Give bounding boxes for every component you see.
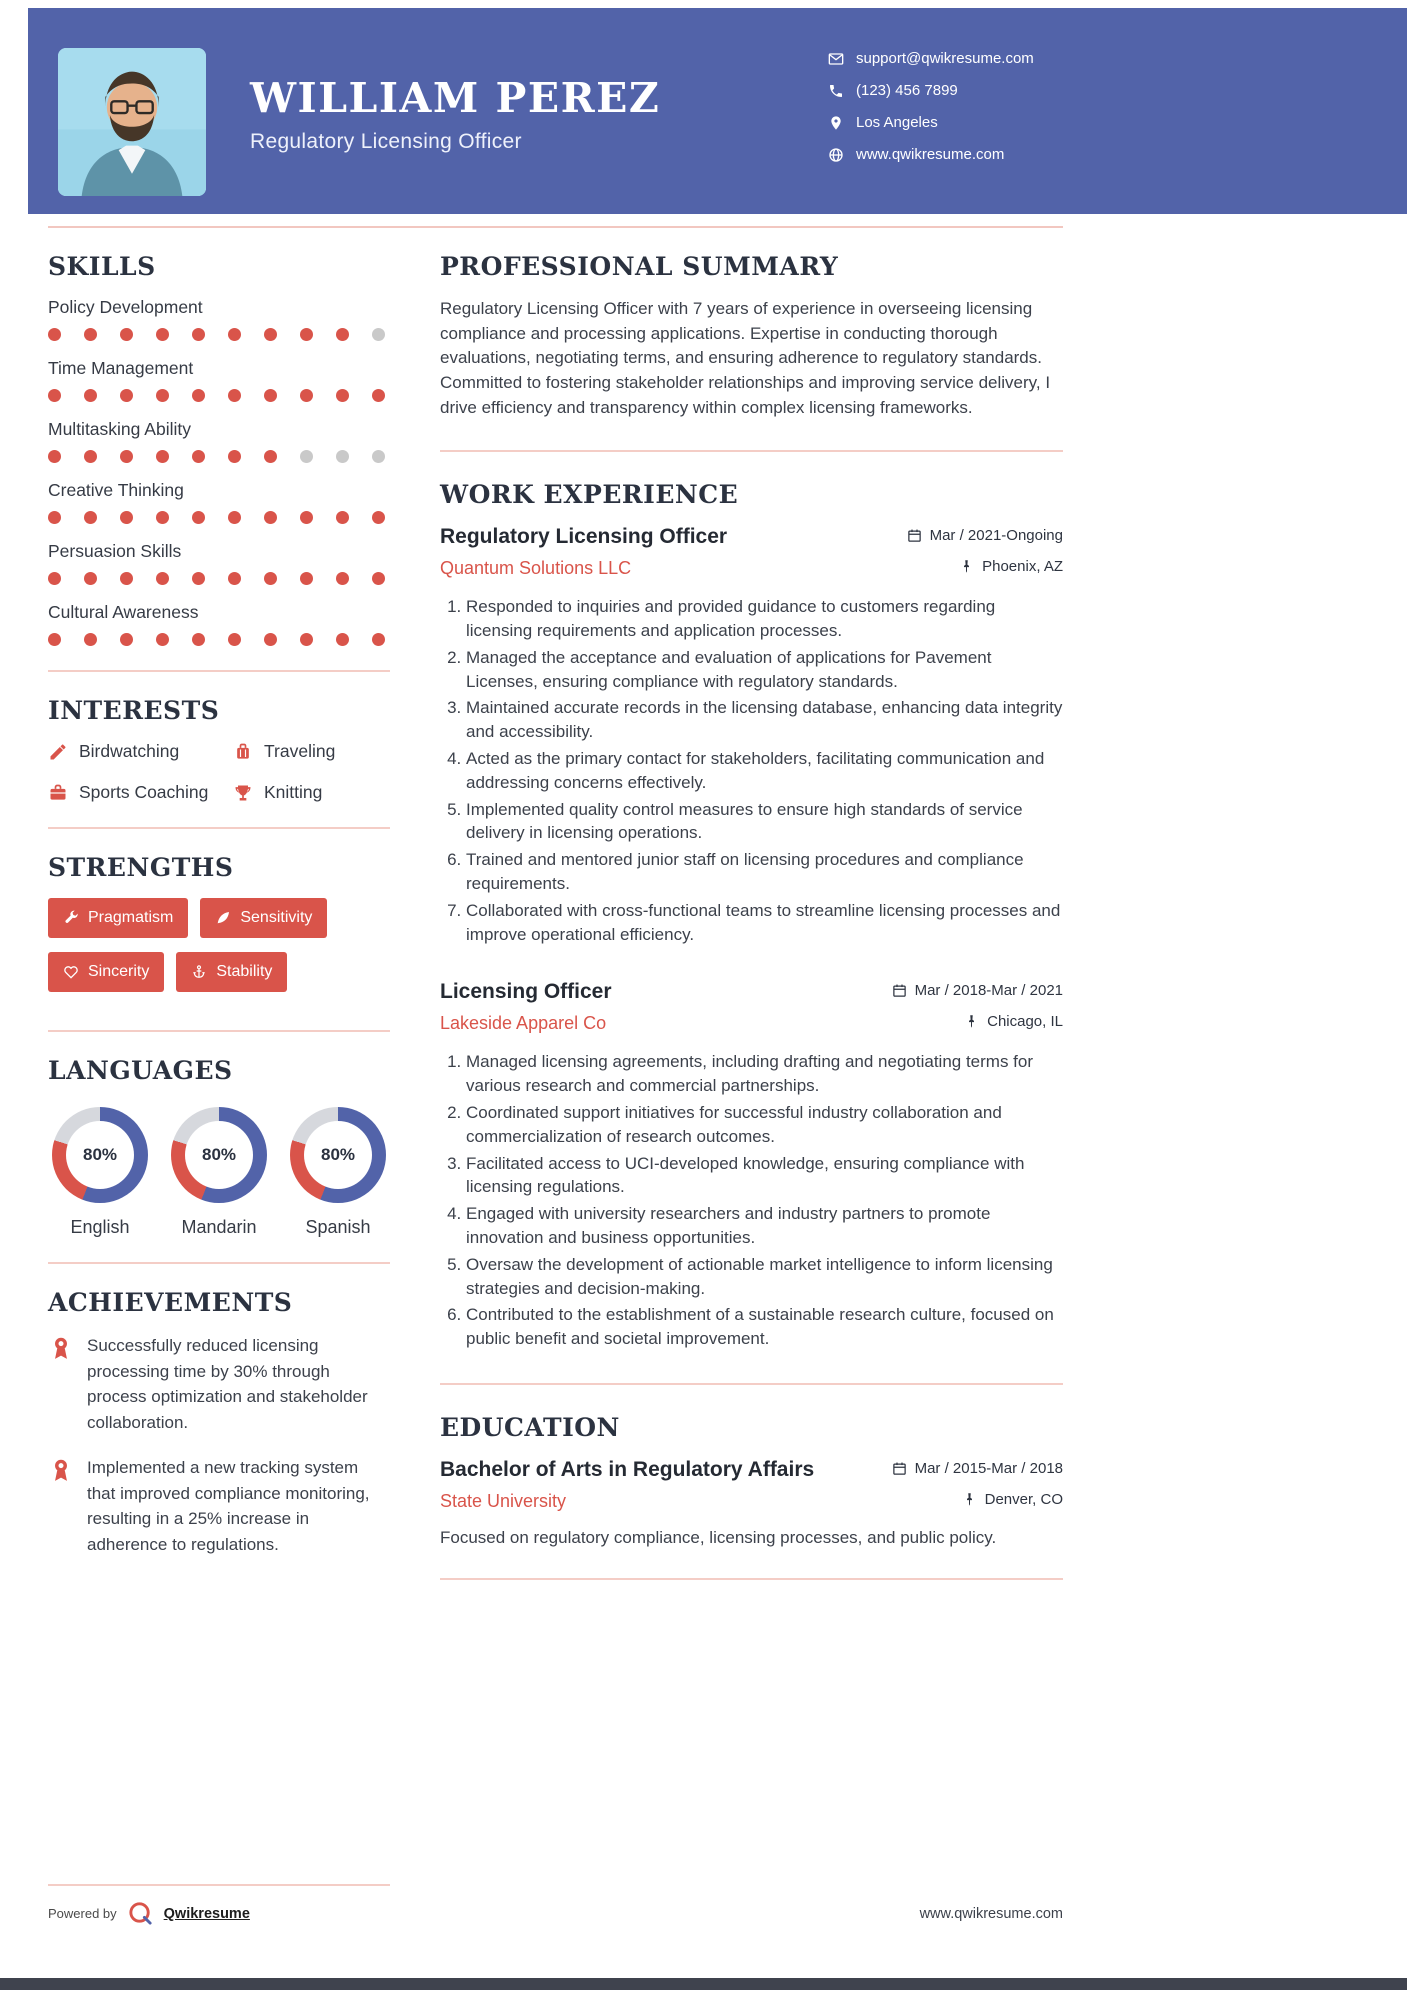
skill-dot (84, 389, 97, 402)
interest-item (48, 741, 233, 762)
job-bullet: 1. Responded to inquiries and provided guidance to customers regarding licensing requirements and application processes. (466, 595, 1063, 643)
skill-dot (228, 572, 241, 585)
contact-email-text: support@qwikresume.com (856, 50, 1034, 67)
skill-item (48, 358, 390, 402)
job-bullet: 3. Maintained accurate records in the licensing database, enhancing data integrity and accessibility. (466, 696, 1063, 744)
language-name: Mandarin (181, 1217, 257, 1237)
achievement-item (48, 1455, 390, 1557)
job-location-text: Chicago, IL (987, 1013, 1063, 1031)
interest-label: Knitting (264, 782, 323, 802)
skill-dot (48, 450, 61, 463)
skill-dot (300, 389, 313, 402)
skill-dot (48, 328, 61, 341)
skill-dot (300, 633, 313, 646)
skill-dot (84, 511, 97, 524)
skill-dot (336, 572, 349, 585)
skill-rating (48, 389, 390, 402)
skill-dot (192, 328, 205, 341)
skill-dot (336, 328, 349, 341)
calendar-icon (892, 983, 907, 998)
strength-tag (200, 898, 327, 938)
education-degree: Bachelor of Arts in Regulatory Affairs (440, 1457, 815, 1481)
education-location-text: Denver, CO (984, 1490, 1063, 1508)
pencil-icon (48, 742, 68, 762)
profile-photo (58, 48, 206, 196)
language-percent: 80% (320, 1145, 356, 1164)
job-bullet: 5. Oversaw the development of actionable market intelligence to inform licensing strategies and decision-making. (466, 1253, 1063, 1301)
heart-icon (63, 964, 79, 980)
education-note: Focused on regulatory compliance, licensing processes, and public policy. (440, 1527, 997, 1547)
skill-dot (192, 633, 205, 646)
skill-dot (192, 572, 205, 585)
skill-dot (192, 511, 205, 524)
skills-heading: SKILLS (48, 252, 156, 281)
phone-icon (828, 83, 844, 99)
skill-dot (156, 633, 169, 646)
language-percent: 80% (201, 1145, 237, 1164)
footer-divider (48, 1884, 390, 1886)
achievements-list (48, 1333, 390, 1557)
skill-dot (264, 511, 277, 524)
skill-rating (48, 450, 390, 463)
language-donut-chart (171, 1107, 267, 1203)
job-bullet: 3. Facilitated access to UCI-developed knowledge, ensuring compliance with licensing regulations. (466, 1152, 1063, 1200)
skill-item (48, 297, 390, 341)
language-name: Spanish (305, 1217, 371, 1237)
skill-item (48, 541, 390, 585)
leaf-icon (215, 910, 231, 926)
skill-dot (336, 450, 349, 463)
skill-dot (372, 450, 385, 463)
education-location (962, 1491, 1063, 1508)
strength-label: Stability (216, 963, 273, 980)
skill-dot (48, 633, 61, 646)
contact-location (828, 114, 1034, 131)
skill-dot (156, 572, 169, 585)
footer-site-url: www.qwikresume.com (919, 1905, 1063, 1922)
interest-label: Traveling (264, 741, 336, 761)
skill-rating (48, 572, 390, 585)
job-title: Regulatory Licensing Officer (440, 525, 728, 549)
interests-list (48, 741, 390, 803)
skill-item (48, 419, 390, 463)
skill-dot (192, 389, 205, 402)
pushpin-icon (959, 559, 974, 574)
calendar-icon (892, 1461, 907, 1476)
education-date (892, 1460, 1063, 1477)
strength-tag (176, 952, 287, 992)
left-column (48, 252, 390, 1580)
skill-dot (192, 450, 205, 463)
language-donut-chart (52, 1107, 148, 1203)
skill-dot (372, 633, 385, 646)
award-icon (48, 1457, 74, 1483)
job-location (964, 1013, 1063, 1030)
skill-dot (372, 572, 385, 585)
person-title: Regulatory Licensing Officer (250, 130, 522, 153)
skill-dot (84, 328, 97, 341)
job-date-text: Mar / 2021-Ongoing (929, 527, 1063, 545)
language-name: English (70, 1217, 130, 1237)
skill-rating (48, 633, 390, 646)
skill-dot (120, 572, 133, 585)
right-column (440, 252, 1063, 1580)
contact-phone-text: (123) 456 7899 (856, 82, 958, 99)
languages-list (48, 1101, 390, 1238)
job-bullet: 6. Trained and mentored junior staff on licensing procedures and compliance requirements. (466, 848, 1063, 896)
skill-dot (120, 389, 133, 402)
education-school: State University (440, 1490, 567, 1511)
skill-dot (84, 572, 97, 585)
contact-email[interactable] (828, 50, 1034, 67)
job-bullet: 1. Managed licensing agreements, including drafting and negotiating terms for various research and commercial partnerships. (466, 1050, 1063, 1098)
skill-dot (228, 511, 241, 524)
job-bullet-list (440, 595, 1063, 946)
skill-name: Creative Thinking (48, 480, 184, 500)
trophy-icon (233, 783, 253, 803)
profile-photo-illustration (58, 48, 206, 196)
job-date (907, 527, 1063, 544)
strengths-heading: STRENGTHS (48, 853, 234, 882)
job-bullet: 2. Coordinated support initiatives for successful industry collaboration and commercialization of research outcomes. (466, 1101, 1063, 1149)
contact-website[interactable] (828, 146, 1034, 163)
skill-dot (120, 328, 133, 341)
skill-dot (156, 389, 169, 402)
contact-list (828, 50, 1034, 163)
luggage-icon (233, 742, 253, 762)
achievement-text: Implemented a new tracking system that improved compliance monitoring, resulting in a 25% increase in adherence to regulations. (87, 1458, 370, 1554)
section-divider (48, 670, 390, 672)
skill-name: Time Management (48, 358, 194, 378)
job-bullet-list (440, 1050, 1063, 1351)
bottom-bar (0, 1978, 1407, 1990)
job-location-text: Phoenix, AZ (982, 558, 1063, 576)
anchor-icon (191, 964, 207, 980)
interest-item (233, 741, 390, 762)
briefcase-icon (48, 783, 68, 803)
skill-dot (48, 511, 61, 524)
skill-dot (84, 450, 97, 463)
language-percent: 80% (82, 1145, 118, 1164)
education-entry (440, 1458, 1063, 1548)
interest-label: Sports Coaching (79, 782, 209, 802)
job-location (959, 558, 1063, 575)
skill-dot (48, 389, 61, 402)
skill-name: Persuasion Skills (48, 541, 182, 561)
interest-item (233, 782, 390, 803)
skill-dot (300, 572, 313, 585)
job-company: Quantum Solutions LLC (440, 558, 632, 579)
skill-dot (300, 328, 313, 341)
award-icon (48, 1335, 74, 1361)
skill-dot (228, 389, 241, 402)
summary-heading: PROFESSIONAL SUMMARY (440, 252, 839, 281)
job-bullet: 7. Collaborated with cross-functional teams to streamline licensing processes and improve operational efficiency. (466, 899, 1063, 947)
skill-dot (300, 450, 313, 463)
language-item (288, 1107, 388, 1238)
education-heading: EDUCATION (440, 1412, 620, 1442)
calendar-icon (907, 528, 922, 543)
interest-label: Birdwatching (79, 741, 180, 761)
skill-dot (264, 328, 277, 341)
job-bullet: 5. Implemented quality control measures to ensure high standards of service delivery in licensing operations. (466, 798, 1063, 846)
footer (48, 1900, 1063, 1927)
skill-dot (228, 633, 241, 646)
job-date-text: Mar / 2018-Mar / 2021 (914, 982, 1063, 1000)
contact-phone (828, 82, 1034, 99)
skill-dot (372, 389, 385, 402)
skills-list (48, 297, 390, 646)
interests-heading: INTERESTS (48, 696, 220, 725)
achievements-heading: ACHIEVEMENTS (48, 1288, 293, 1317)
skill-dot (84, 633, 97, 646)
strengths-list (48, 898, 390, 1006)
skill-name: Multitasking Ability (48, 419, 191, 439)
skill-dot (264, 389, 277, 402)
skill-dot (264, 633, 277, 646)
pushpin-icon (964, 1014, 979, 1029)
contact-website-text: www.qwikresume.com (856, 146, 1005, 163)
skill-dot (228, 450, 241, 463)
skill-dot (336, 633, 349, 646)
job-entry (440, 980, 1063, 1351)
languages-heading: LANGUAGES (48, 1056, 233, 1085)
skill-dot (120, 450, 133, 463)
job-bullet: 4. Acted as the primary contact for stakeholders, facilitating communication and addressing concerns effectively. (466, 747, 1063, 795)
language-item (50, 1107, 150, 1238)
section-divider (440, 1383, 1063, 1385)
person-name: WILLIAM PEREZ (250, 74, 661, 122)
section-divider (48, 1030, 390, 1032)
section-divider (48, 1262, 390, 1264)
skill-dot (336, 389, 349, 402)
skill-dot (156, 328, 169, 341)
education-date-text: Mar / 2015-Mar / 2018 (914, 1459, 1063, 1477)
job-bullet: 4. Engaged with university researchers and industry partners to promote innovation and business opportunities. (466, 1202, 1063, 1250)
language-item (169, 1107, 269, 1238)
section-divider (48, 827, 390, 829)
skill-rating (48, 328, 390, 341)
strength-label: Sensitivity (240, 909, 313, 926)
pushpin-icon (962, 1492, 977, 1507)
contact-location-text: Los Angeles (856, 114, 938, 131)
wrench-icon (63, 910, 79, 926)
summary-text: Regulatory Licensing Officer with 7 years of experience in overseeing licensing compliance and processing applications. Expertise in conducting thorough evaluations, negotiating terms, and ensuring adherence to regulatory standards. Committed to fostering stakeholder relationships and improving service delivery, I drive efficiency and transparency within complex licensing frameworks. (440, 299, 1051, 417)
achievement-item (48, 1333, 390, 1435)
job-company: Lakeside Apparel Co (440, 1013, 607, 1034)
skill-dot (156, 511, 169, 524)
skill-dot (264, 450, 277, 463)
qwikresume-link[interactable]: Qwikresume (163, 1905, 250, 1922)
language-donut-chart (290, 1107, 386, 1203)
globe-icon (828, 147, 844, 163)
email-icon (828, 51, 844, 67)
skill-dot (264, 572, 277, 585)
powered-by-label: Powered by (48, 1906, 117, 1921)
job-bullet: 2. Managed the acceptance and evaluation of applications for Pavement Licenses, ensuring compliance with regulatory standards. (466, 646, 1063, 694)
job-bullet: 6. Contributed to the establishment of a sustainable research culture, focused on public benefit and societal improvement. (466, 1303, 1063, 1351)
strength-tag (48, 898, 188, 938)
skill-dot (372, 328, 385, 341)
skill-item (48, 602, 390, 646)
header-divider (48, 226, 1063, 228)
skill-dot (300, 511, 313, 524)
skill-name: Cultural Awareness (48, 602, 199, 622)
achievement-text: Successfully reduced licensing processing time by 30% through process optimization and stakeholder collaboration. (87, 1336, 368, 1432)
qwikresume-logo-icon (127, 1900, 154, 1927)
skill-dot (228, 328, 241, 341)
skill-name: Policy Development (48, 297, 203, 317)
job-title: Licensing Officer (440, 980, 612, 1004)
strength-label: Pragmatism (88, 909, 174, 926)
job-date (892, 982, 1063, 999)
skill-dot (372, 511, 385, 524)
interest-item (48, 782, 233, 803)
skill-dot (336, 511, 349, 524)
location-icon (828, 115, 844, 131)
section-divider (440, 450, 1063, 452)
skill-dot (156, 450, 169, 463)
skill-dot (120, 511, 133, 524)
experience-heading: WORK EXPERIENCE (440, 480, 739, 510)
strength-tag (48, 952, 164, 992)
strength-label: Sincerity (88, 963, 150, 980)
skill-rating (48, 511, 390, 524)
job-entry (440, 525, 1063, 946)
header-banner (28, 8, 1407, 214)
section-divider (440, 1578, 1063, 1580)
skill-dot (48, 572, 61, 585)
skill-dot (120, 633, 133, 646)
skill-item (48, 480, 390, 524)
